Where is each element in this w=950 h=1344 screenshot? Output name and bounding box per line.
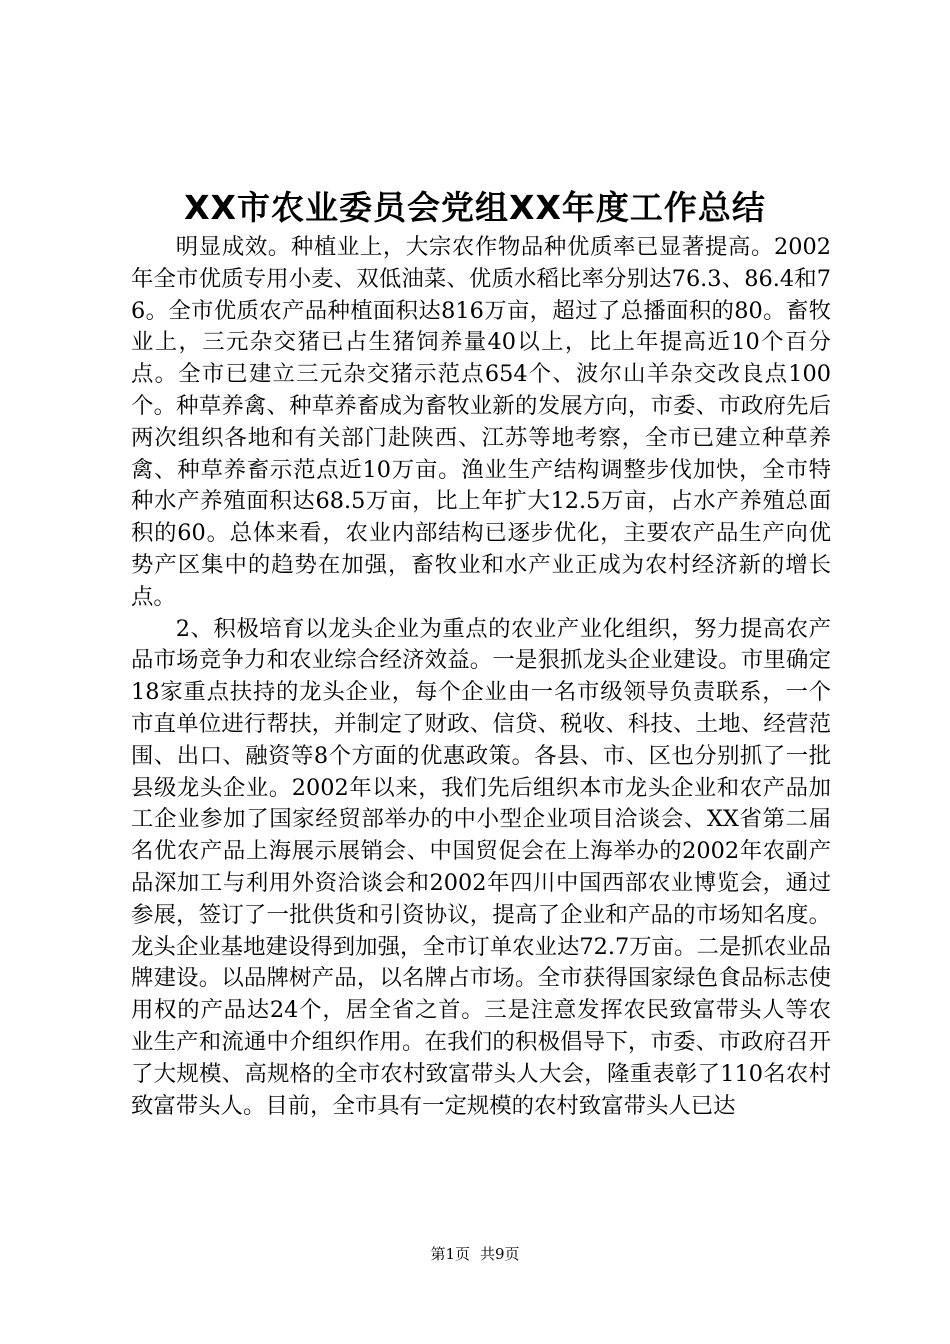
document-body <box>131 232 831 1122</box>
page-total: 共9页 <box>480 1245 520 1263</box>
document-title: XX市农业委员会党组XX年度工作总结 <box>184 188 766 227</box>
page-number: 第1页 <box>430 1245 470 1263</box>
paragraph-1: 明显成效。种植业上，大宗农作物品种优质率已显著提高。2002年全市优质专用小麦、双低油菜、优质水稻比率分别达76.3、86.4和76。全市优质农产品种植面积达816万亩，超过了总播面积的80。畜牧业上，三元杂交猪已占生猪饲养量40以上，比上年提高近10个百分点。全市已建立三元杂交猪示范点654个、波尔山羊杂交改良点100个。种草养禽、种草养畜成为畜牧业新的发展方向，市委、市政府先后两次组织各地和有关部门赴陕西、江苏等地考察，全市已建立种草养禽、种草养畜示范点近10万亩。渔业生产结构调整步伐加快，全市特种水产养殖面积达68.5万亩，比上年扩大12.5万亩，占水产养殖总面积的60。总体来看，农业内部结构已逐步优化，主要农产品生产向优势产区集中的趋势在加强，畜牧业和水产业正成为农村经济新的增长点。 <box>131 234 831 610</box>
paragraph-2: 2、积极培育以龙头企业为重点的农业产业化组织，努力提高农产品市场竞争力和农业综合经济效益。一是狠抓龙头企业建设。市里确定18家重点扶持的龙头企业，每个企业由一名市级领导负责联系，一个市直单位进行帮扶，并制定了财政、信贷、税收、科技、土地、经营范围、出口、融资等8个方面的优惠政策。各县、市、区也分别抓了一批县级龙头企业。2002年以来，我们先后组织本市龙头企业和农产品加工企业参加了国家经贸部举办的中小型企业项目洽谈会、XX省第二届名优农产品上海展示展销会、中国贸促会在上海举办的2002年农副产品深加工与利用外资洽谈会和2002年四川中国西部农业博览会，通过参展，签订了一批供货和引资协议，提高了企业和产品的市场知名度。龙头企业基地建设得到加强，全市订单农业达72.7万亩。二是抓农业品牌建设。以品牌树产品，以名牌占市场。全市获得国家绿色食品标志使用权的产品达24个，居全省之首。三是注意发挥农民致富带头人等农业生产和流通中介组织作用。在我们的积极倡导下，市委、市政府召开了大规模、高规格的全市农村致富带头人大会，隆重表彰了110名农村致富带头人。目前，全市具有一定规模的农村致富带头人已达 <box>131 615 831 1119</box>
page-footer <box>0 1244 950 1264</box>
